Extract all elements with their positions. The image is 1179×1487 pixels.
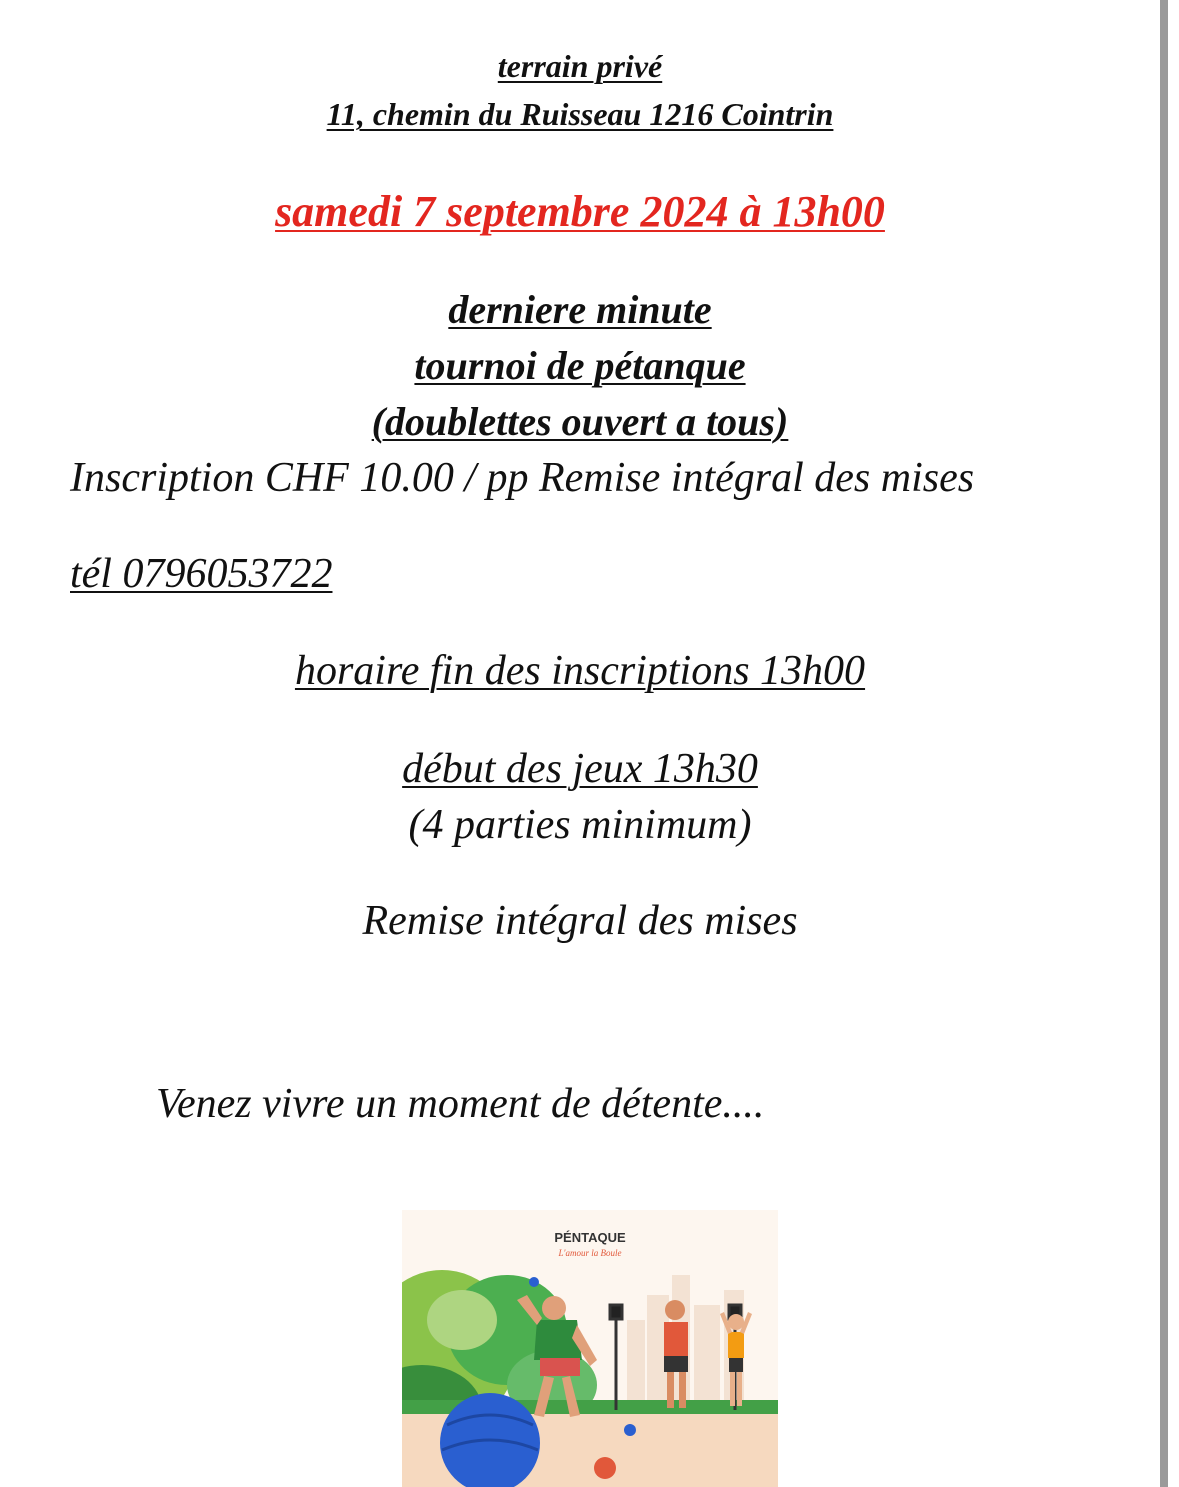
minimum-games: (4 parties minimum) (408, 802, 752, 848)
brand-text: PÉNTAQUE (554, 1230, 626, 1245)
registration-end: horaire fin des inscriptions 13h00 (294, 648, 866, 694)
petanque-illustration (402, 1210, 778, 1487)
thrown-ball (529, 1277, 539, 1287)
event-date: samedi 7 septembre 2024 à 13h00 (275, 187, 885, 236)
title-tournament: tournoi de pétanque (414, 343, 746, 388)
invitation-text: Venez vivre un moment de détente.... (156, 1081, 765, 1127)
address-label: 11, chemin du Ruisseau 1216 Cointrin (326, 96, 834, 132)
page-edge-bar (1160, 0, 1168, 1487)
title-doublettes: (doublettes ouvert a tous) (371, 399, 789, 444)
prize-note: Remise intégral des mises (362, 898, 798, 944)
jack-ball (594, 1457, 616, 1479)
title-last-minute: derniere minute (448, 287, 712, 332)
inscription-fee: Inscription CHF 10.00 / pp Remise intégral des mises (70, 455, 975, 501)
small-ball (624, 1424, 636, 1436)
phone-number: tél 0796053722 (70, 551, 333, 597)
games-start: début des jeux 13h30 (402, 746, 758, 792)
venue-label: terrain privé (497, 48, 663, 84)
brand-tagline: L'amour la Boule (558, 1248, 622, 1258)
